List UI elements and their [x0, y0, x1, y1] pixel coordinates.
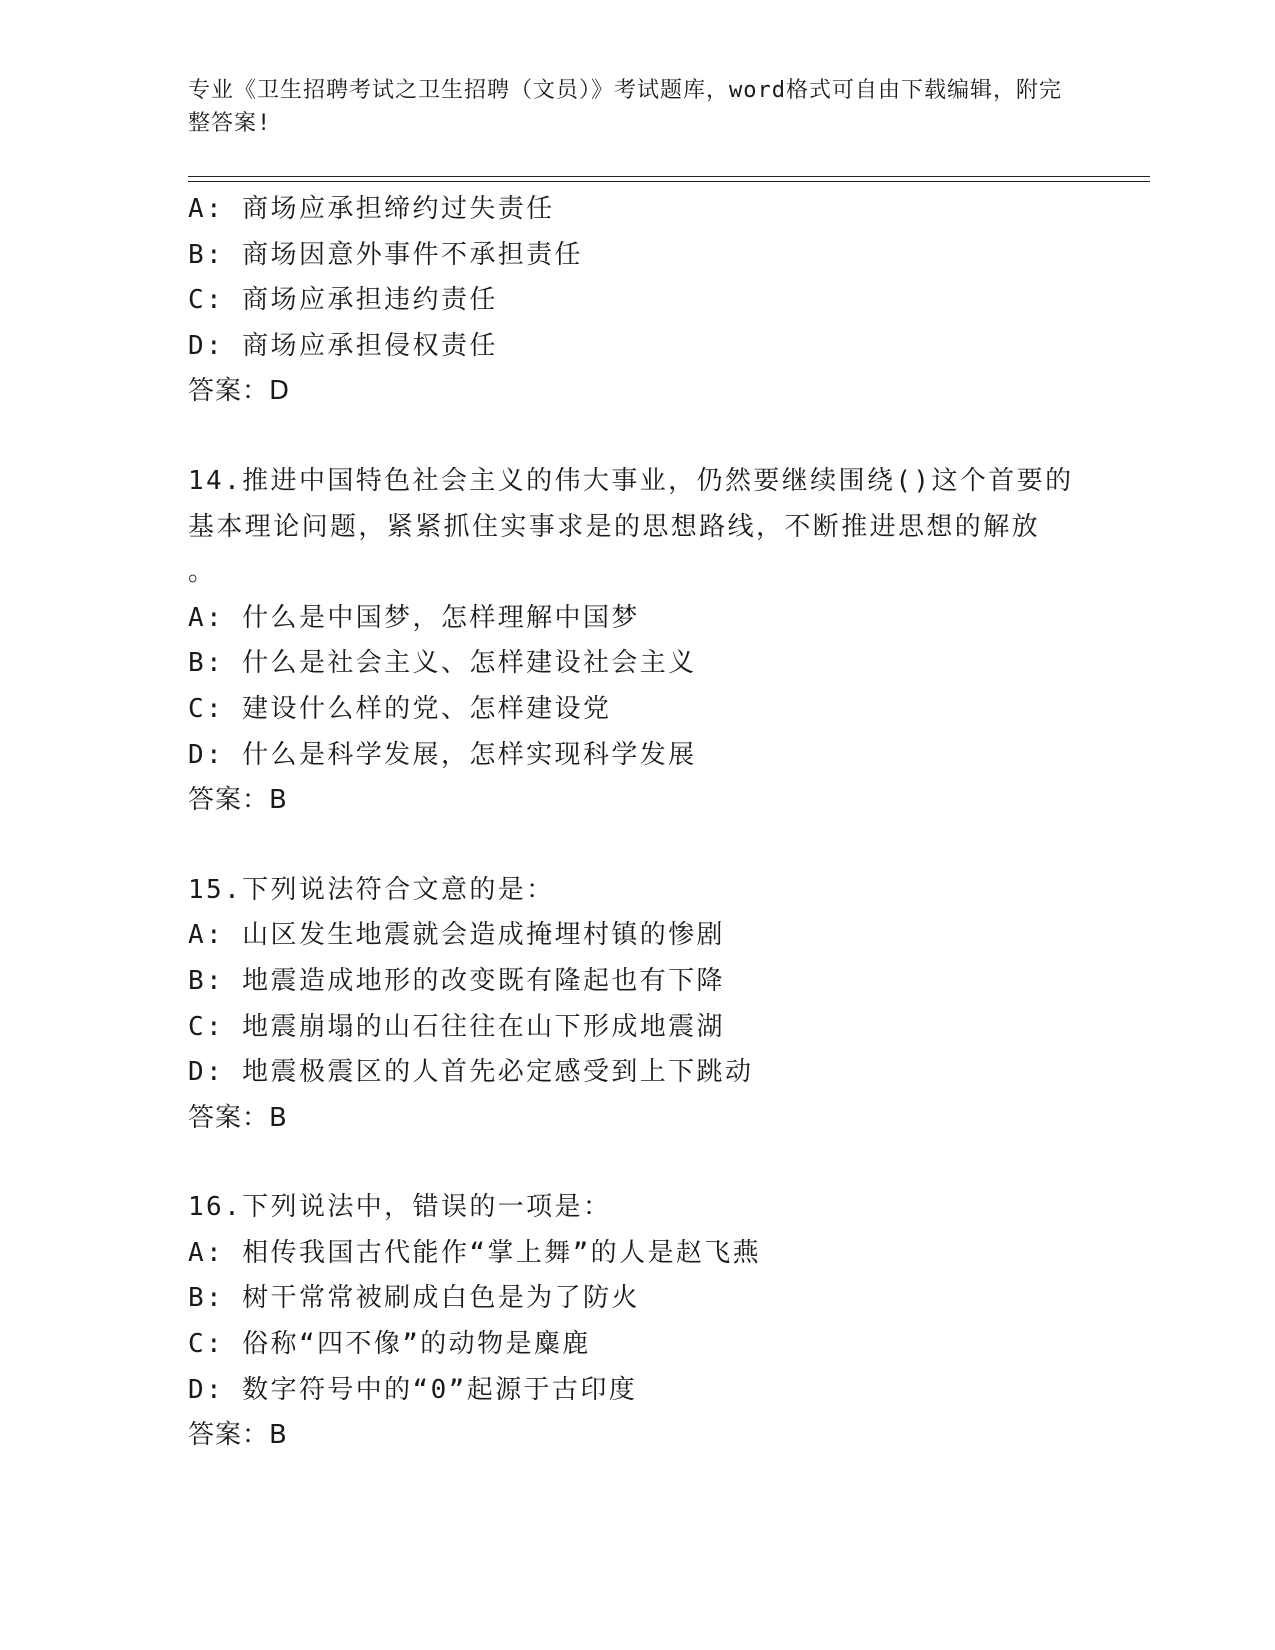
question-15-block	[188, 868, 1088, 1142]
question-stem-line-1: 16.下列说法中，错误的一项是：	[188, 1192, 612, 1223]
answer-line: 答案：B	[188, 785, 288, 816]
option-b: B: 什么是社会主义、怎样建设社会主义	[188, 648, 697, 679]
document-header: 专业《卫生招聘考试之卫生招聘（文员）》考试题库，word格式可自由下载编辑，附完整答案!	[188, 78, 1062, 136]
option-b: B: 商场因意外事件不承担责任	[188, 239, 583, 270]
header-rule-top	[188, 176, 1150, 177]
answer-line: 答案：D	[188, 376, 291, 407]
option-d: D: 数字符号中的“0”起源于古印度	[188, 1374, 638, 1405]
option-a: A: 山区发生地震就会造成掩埋村镇的惨剧	[188, 920, 725, 951]
answer-line: 答案：B	[188, 1102, 288, 1133]
question-16-block	[188, 1185, 1088, 1459]
option-b: B: 树干常常被刷成白色是为了防火	[188, 1283, 640, 1314]
option-a: A: 相传我国古代能作“掌上舞”的人是赵飞燕	[188, 1237, 762, 1268]
question-stem-line-3: 。	[188, 557, 215, 588]
option-a: A: 商场应承担缔约过失责任	[188, 194, 555, 224]
question-stem-line-2: 基本理论问题，紧紧抓住实事求是的思想路线，不断推进思想的解放	[188, 511, 1041, 542]
option-d: D: 商场应承担侵权责任	[188, 330, 498, 361]
option-b: B: 地震造成地形的改变既有隆起也有下降	[188, 965, 725, 996]
option-c: C: 俗称“四不像”的动物是麋鹿	[188, 1329, 591, 1360]
spacer	[188, 824, 1088, 868]
question-14-block	[188, 459, 1088, 824]
question-stem-line-1: 15.下列说法符合文意的是：	[188, 874, 555, 905]
option-a: A: 什么是中国梦，怎样理解中国梦	[188, 602, 640, 633]
option-d: D: 地震极震区的人首先必定感受到上下跳动	[188, 1057, 754, 1088]
option-c: C: 地震崩塌的山石往往在山下形成地震湖	[188, 1011, 725, 1042]
answer-line: 答案：B	[188, 1420, 288, 1451]
question-list	[188, 187, 1088, 1459]
option-d: D: 什么是科学发展，怎样实现科学发展	[188, 739, 697, 770]
question-stem-line-1: 14.推进中国特色社会主义的伟大事业，仍然要继续围绕()这个首要的	[188, 465, 1074, 496]
spacer	[188, 1141, 1088, 1185]
spacer	[188, 415, 1088, 459]
question-13-block	[188, 187, 1088, 415]
option-c: C: 建设什么样的党、怎样建设党	[188, 693, 612, 724]
header-rule-bottom	[188, 181, 1150, 182]
option-c: C: 商场应承担违约责任	[188, 285, 498, 316]
